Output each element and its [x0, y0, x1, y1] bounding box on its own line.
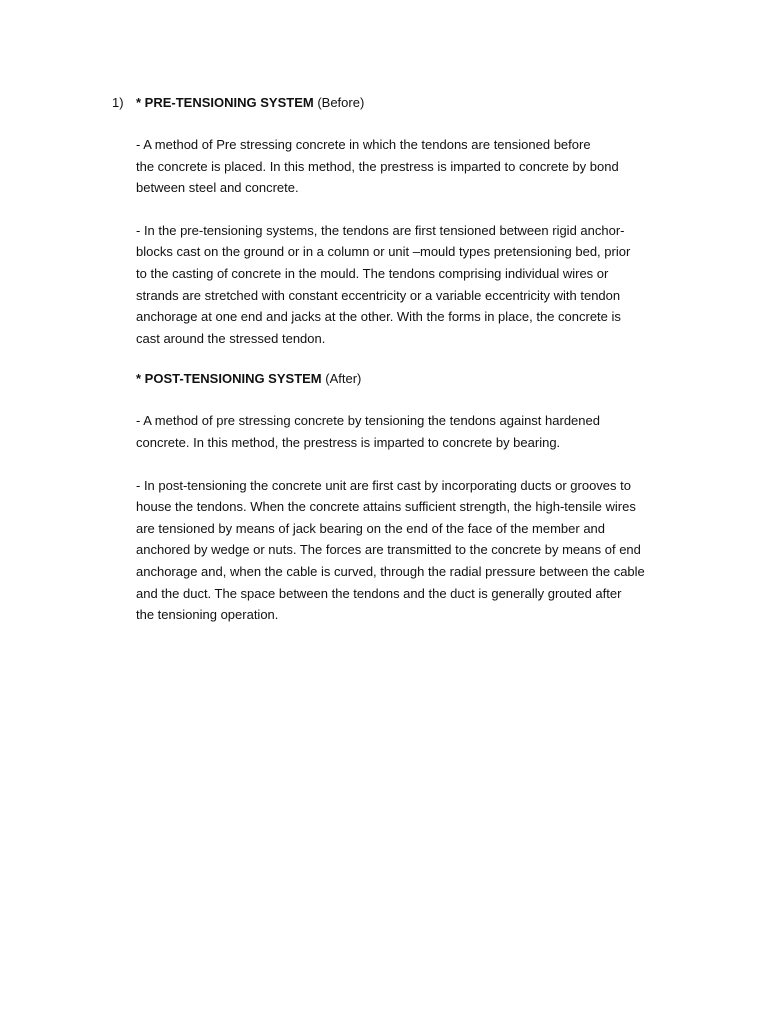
text-line: - A method of Pre stressing concrete in which the tendons are tensioned before [136, 137, 591, 152]
text-line: the concrete is placed. In this method, the prestress is imparted to concrete by bond [136, 158, 619, 174]
list-number: 1) [112, 95, 124, 110]
paragraph [136, 475, 696, 626]
text-line: anchorage at one end and jacks at the other. With the forms in place, the concrete is [136, 309, 621, 325]
text-line: house the tendons. When the concrete attains sufficient strength, the high-tensile wires [136, 499, 636, 515]
document-body [136, 94, 696, 626]
text-line: anchored by wedge or nuts. The forces are transmitted to the concrete by means of end [136, 542, 641, 558]
paragraph [136, 410, 696, 453]
text-line: and the duct. The space between the tendons and the duct is generally grouted after [136, 585, 622, 601]
text-line: concrete. In this method, the prestress is imparted to concrete by bearing. [136, 434, 561, 450]
text-line: anchorage and, when the cable is curved, through the radial pressure between the cable [136, 563, 645, 579]
section-qualifier: (After) [321, 371, 362, 387]
text-line: blocks cast on the ground or in a column or unit –mould types pretensioning bed, prior [136, 244, 631, 260]
text-line: the tensioning operation. [136, 607, 279, 623]
section-heading-post-tensioning [136, 370, 696, 388]
section-qualifier: (Before) [313, 95, 365, 110]
text-line: to the casting of concrete in the mould. The tendons comprising individual wires or [136, 265, 609, 281]
paragraph [136, 220, 696, 350]
paragraph [136, 134, 696, 199]
text-line: between steel and concrete. [136, 180, 299, 196]
text-line: strands are stretched with constant eccentricity or a variable eccentricity with tendon [136, 287, 621, 303]
text-line: - In post-tensioning the concrete unit are first cast by incorporating ducts or grooves to [136, 477, 631, 493]
section-title: * PRE-TENSIONING SYSTEM [136, 95, 314, 110]
section-heading-pre-tensioning [136, 94, 696, 112]
section-title: * POST-TENSIONING SYSTEM [136, 371, 322, 387]
text-line: - In the pre-tensioning systems, the tendons are first tensioned between rigid anchor- [136, 222, 625, 238]
text-line: - A method of pre stressing concrete by tensioning the tendons against hardened [136, 413, 600, 429]
text-line: are tensioned by means of jack bearing on the end of the face of the member and [136, 520, 606, 536]
text-line: cast around the stressed tendon. [136, 330, 326, 346]
